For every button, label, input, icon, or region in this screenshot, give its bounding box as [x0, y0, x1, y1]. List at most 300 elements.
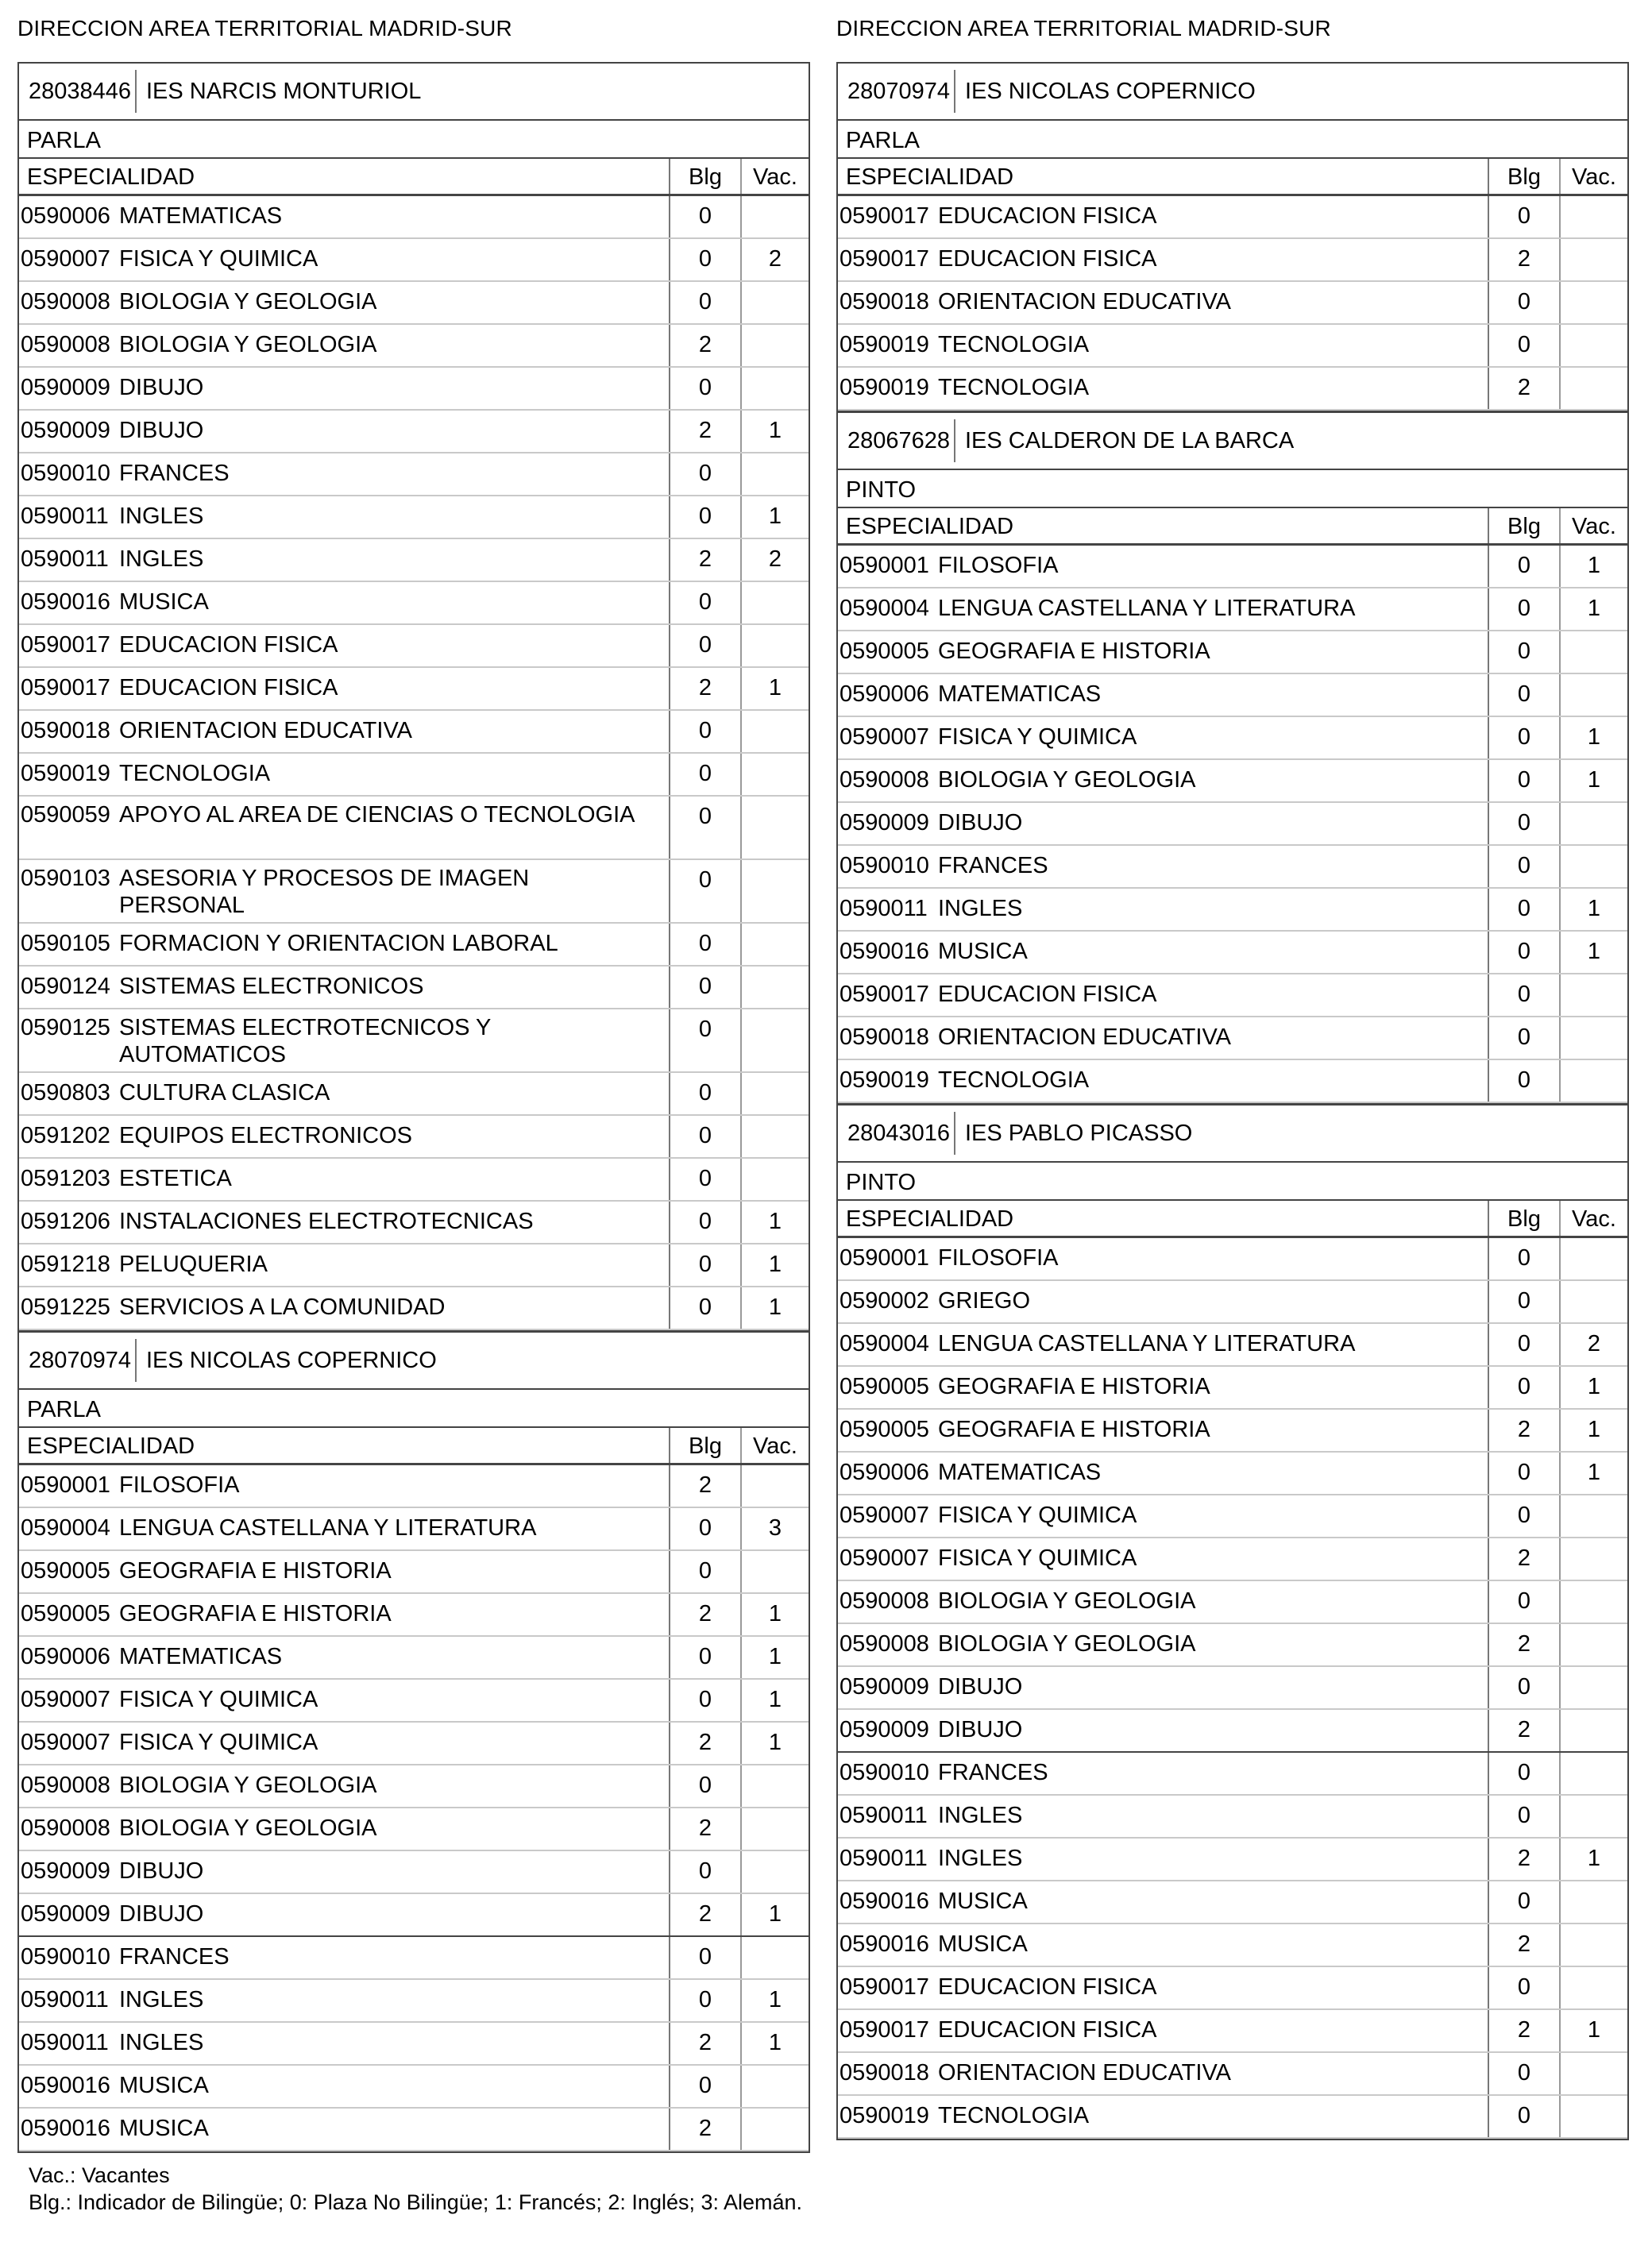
bilingual-indicator: 2: [1489, 1710, 1561, 1751]
specialty-code: 0590010: [21, 461, 110, 486]
specialty-cell: [838, 1060, 1489, 1102]
school-name: IES PABLO PICASSO: [965, 1120, 1193, 1146]
vacancies-count: 1: [768, 1209, 782, 1234]
bilingual-indicator: 0: [1489, 546, 1561, 587]
specialty-code: 0590019: [840, 2103, 929, 2128]
specialty-code: 0590007: [21, 1687, 110, 1712]
specialty-cell: [19, 196, 670, 237]
table-row: [838, 1538, 1627, 1581]
specialty-name: BIOLOGIA Y GEOLOGIA: [938, 1588, 1196, 1614]
specialty-cell: [19, 1465, 670, 1507]
vacancies-count: [1561, 974, 1627, 1016]
vacancies-count: [1561, 1281, 1627, 1322]
col-header-especialidad: ESPECIALIDAD: [19, 1428, 670, 1463]
specialty-cell: [19, 325, 670, 366]
specialty-cell: [838, 932, 1489, 973]
specialty-code: 0590018: [840, 2060, 929, 2086]
table-row: [838, 1017, 1627, 1060]
vacancies-count: [1561, 239, 1627, 280]
specialty-name: MATEMATICAS: [938, 681, 1102, 707]
specialty-name: ORIENTACION EDUCATIVA: [938, 2060, 1231, 2086]
specialty-cell: [19, 2023, 670, 2064]
specialty-name: DIBUJO: [119, 1858, 204, 1884]
vacancies-count: 1: [768, 675, 782, 700]
specialty-cell: [19, 1723, 670, 1764]
specialty-cell: [838, 1324, 1489, 1365]
table-row: [838, 282, 1627, 325]
specialty-cell: [838, 368, 1489, 409]
bilingual-indicator: 0: [1489, 974, 1561, 1016]
vacancies-count: 1: [1587, 1417, 1601, 1442]
specialty-code: 0590016: [840, 1931, 929, 1957]
vacancies-count: [742, 2066, 809, 2107]
bilingual-indicator: 0: [670, 924, 742, 965]
specialty-code: 0590016: [21, 2116, 110, 2141]
table-row: [19, 1116, 809, 1159]
specialty-cell: [838, 1581, 1489, 1623]
specialty-name: TECNOLOGIA: [938, 1067, 1090, 1093]
specialty-cell: [19, 1508, 670, 1549]
vacancies-count: 2: [768, 546, 782, 572]
vacancies-count: [1561, 674, 1627, 716]
table-row: [838, 1667, 1627, 1710]
specialty-code: 0590125: [21, 1015, 110, 1040]
table-row: [838, 889, 1627, 932]
specialty-code: 0590005: [840, 639, 929, 664]
specialty-name: GEOGRAFIA E HISTORIA: [938, 1417, 1210, 1442]
specialty-code: 0590017: [21, 675, 110, 700]
specialty-code: 0590006: [21, 1644, 110, 1669]
bilingual-indicator: 2: [1489, 239, 1561, 280]
bilingual-indicator: 0: [1489, 1453, 1561, 1494]
bilingual-indicator: 0: [1489, 2096, 1561, 2137]
specialty-name: TECNOLOGIA: [938, 375, 1090, 400]
school-town: PINTO: [838, 470, 1627, 508]
vacancies-count: 1: [1587, 939, 1601, 964]
bilingual-indicator: 0: [1489, 1667, 1561, 1708]
specialty-code: 0590006: [840, 1460, 929, 1485]
vacancies-count: [742, 1551, 809, 1592]
bilingual-indicator: 2: [1489, 1410, 1561, 1451]
table-row: [19, 1980, 809, 2023]
specialty-cell: [19, 1637, 670, 1678]
specialty-name: MATEMATICAS: [119, 203, 283, 229]
specialty-cell: [19, 1594, 670, 1635]
specialty-cell: [19, 1980, 670, 2021]
specialty-name: DIBUJO: [938, 1717, 1023, 1742]
specialty-cell: [838, 1410, 1489, 1451]
specialty-name: ORIENTACION EDUCATIVA: [938, 1024, 1231, 1050]
specialty-code: 0590011: [840, 896, 928, 921]
bilingual-indicator: 0: [670, 196, 742, 237]
vacancies-count: 1: [768, 504, 782, 529]
specialty-cell: [838, 1667, 1489, 1708]
table-row: [838, 1453, 1627, 1495]
vacancies-count: 1: [768, 418, 782, 443]
specialty-code: 0590008: [21, 289, 110, 314]
bilingual-indicator: 0: [1489, 674, 1561, 716]
specialty-name: INGLES: [938, 1846, 1023, 1871]
bilingual-indicator: 2: [1489, 1924, 1561, 1966]
specialty-code: 0590006: [21, 203, 110, 229]
table-row: [19, 1637, 809, 1680]
vacancies-count: [742, 1465, 809, 1507]
specialty-code: 0590001: [21, 1472, 110, 1498]
table-row: [838, 1710, 1627, 1753]
specialty-code: 0590005: [840, 1374, 929, 1399]
col-header-vac: Vac.: [1572, 164, 1616, 190]
school-header: [838, 411, 1627, 470]
table-row: [838, 1753, 1627, 1796]
bilingual-indicator: 0: [670, 1851, 742, 1893]
specialty-name: EDUCACION FISICA: [938, 2017, 1157, 2043]
specialty-name: GRIEGO: [938, 1288, 1031, 1314]
table-row: [838, 2096, 1627, 2139]
specialty-code: 0590009: [21, 375, 110, 400]
bilingual-indicator: 2: [1489, 368, 1561, 409]
specialty-name: FISICA Y QUIMICA: [119, 246, 318, 272]
specialty-cell: [19, 368, 670, 409]
table-row: [838, 717, 1627, 760]
bilingual-indicator: 0: [1489, 889, 1561, 930]
bilingual-indicator: 0: [1489, 196, 1561, 237]
table-row: [19, 1594, 809, 1637]
bilingual-indicator: 0: [1489, 1967, 1561, 2008]
bilingual-indicator: 0: [1489, 717, 1561, 758]
bilingual-indicator: 0: [1489, 282, 1561, 323]
bilingual-indicator: 0: [670, 1009, 742, 1071]
table-row: [19, 1894, 809, 1937]
col-header-blg: Blg: [1489, 508, 1561, 543]
specialty-name: INGLES: [938, 1803, 1023, 1828]
specialty-cell: [838, 631, 1489, 673]
school-block: [17, 62, 810, 1330]
specialty-name: LENGUA CASTELLANA Y LITERATURA: [119, 1515, 537, 1541]
vacancies-count: [1561, 1753, 1627, 1794]
vacancies-count: [742, 1851, 809, 1893]
vacancies-count: 1: [768, 2030, 782, 2055]
specialty-code: 0590010: [840, 1760, 929, 1785]
specialty-code: 0590001: [840, 1245, 929, 1271]
bilingual-indicator: 0: [1489, 1324, 1561, 1365]
specialty-cell: [19, 453, 670, 495]
specialty-cell: [838, 1281, 1489, 1322]
specialty-cell: [19, 1073, 670, 1114]
school-code: 28038446: [19, 70, 137, 113]
bilingual-indicator: 0: [670, 1980, 742, 2021]
specialty-code: 0590016: [840, 939, 929, 964]
vacancies-count: [1561, 1581, 1627, 1623]
right-school-list: [836, 62, 1629, 2140]
bilingual-indicator: 0: [1489, 932, 1561, 973]
bilingual-indicator: 0: [1489, 1017, 1561, 1059]
vacancies-count: [1561, 1495, 1627, 1537]
vacancies-count: [1561, 1710, 1627, 1751]
specialty-cell: [19, 1202, 670, 1243]
specialty-cell: [19, 239, 670, 280]
vacancies-count: [1561, 1017, 1627, 1059]
specialty-code: 0590103: [21, 866, 110, 891]
vacancies-count: [742, 860, 809, 922]
legend-footer: [29, 2162, 802, 2216]
vacancies-count: [742, 1765, 809, 1807]
specialty-name: FRANCES: [938, 1760, 1048, 1785]
specialty-name: GEOGRAFIA E HISTORIA: [119, 1558, 392, 1584]
bilingual-indicator: 2: [670, 2109, 742, 2150]
vacancies-count: [742, 282, 809, 323]
specialty-code: 0590009: [21, 1858, 110, 1884]
specialty-code: 0590011: [840, 1803, 928, 1828]
table-row: [838, 1839, 1627, 1881]
specialty-cell: [19, 539, 670, 581]
specialty-cell: [838, 2010, 1489, 2051]
specialty-code: 0590007: [21, 246, 110, 272]
bilingual-indicator: 0: [670, 1551, 742, 1592]
vacancies-count: [1561, 2096, 1627, 2137]
specialty-name: FISICA Y QUIMICA: [938, 724, 1137, 750]
specialty-name: DIBUJO: [119, 375, 204, 400]
specialty-cell: [19, 282, 670, 323]
specialty-name: GEOGRAFIA E HISTORIA: [938, 1374, 1210, 1399]
specialty-code: 0590011: [21, 2030, 109, 2055]
vacancies-count: 1: [1587, 553, 1601, 578]
table-row: [838, 239, 1627, 282]
page-header-left: DIRECCION AREA TERRITORIAL MADRID-SUR: [17, 16, 512, 41]
specialty-code: 0590004: [840, 596, 929, 621]
bilingual-indicator: 0: [670, 239, 742, 280]
vacancies-count: 1: [768, 1295, 782, 1320]
specialty-code: 0591203: [21, 1166, 110, 1191]
table-row: [19, 282, 809, 325]
specialty-cell: [19, 582, 670, 623]
table-row: [19, 2066, 809, 2109]
table-row: [19, 668, 809, 711]
vacancies-count: 1: [768, 1601, 782, 1626]
table-row: [838, 1581, 1627, 1624]
specialty-cell: [838, 1753, 1489, 1794]
specialty-name: EDUCACION FISICA: [938, 1974, 1157, 2000]
specialty-cell: [838, 1796, 1489, 1837]
specialty-code: 0590008: [840, 1588, 929, 1614]
table-row: [19, 625, 809, 668]
bilingual-indicator: 0: [1489, 760, 1561, 801]
table-row: [19, 1159, 809, 1202]
specialty-name: CULTURA CLASICA: [119, 1080, 330, 1105]
table-row: [19, 1287, 809, 1330]
table-row: [838, 1410, 1627, 1453]
specialty-code: 0590011: [21, 504, 109, 529]
table-row: [19, 967, 809, 1009]
bilingual-indicator: 0: [670, 368, 742, 409]
bilingual-indicator: 0: [670, 282, 742, 323]
vacancies-count: [742, 711, 809, 752]
school-name: IES NARCIS MONTURIOL: [146, 78, 422, 104]
table-row: [838, 546, 1627, 588]
bilingual-indicator: 0: [670, 1637, 742, 1678]
specialty-cell: [19, 1287, 670, 1329]
table-row: [838, 760, 1627, 803]
specialty-cell: [838, 1924, 1489, 1966]
specialty-code: 0590011: [21, 1987, 109, 2012]
bilingual-indicator: 2: [670, 1465, 742, 1507]
specialty-name: INGLES: [119, 1987, 204, 2012]
specialty-name: DIBUJO: [938, 810, 1023, 835]
table-row: [838, 1324, 1627, 1367]
specialty-name: DIBUJO: [119, 1901, 204, 1927]
school-code: 28070974: [19, 1339, 137, 1382]
vacancies-count: 1: [768, 1252, 782, 1277]
specialty-code: 0590010: [21, 1944, 110, 1970]
vacancies-count: [1561, 1796, 1627, 1837]
col-header-blg: Blg: [1489, 159, 1561, 194]
table-row: [19, 539, 809, 582]
vacancies-count: 1: [768, 1730, 782, 1755]
specialty-name: ORIENTACION EDUCATIVA: [938, 289, 1231, 314]
specialty-name: INSTALACIONES ELECTROTECNICAS: [119, 1209, 534, 1234]
table-row: [838, 1881, 1627, 1924]
specialty-code: 0590008: [840, 1631, 929, 1657]
vacancies-count: [1561, 631, 1627, 673]
specialty-name: BIOLOGIA Y GEOLOGIA: [119, 289, 377, 314]
school-code: 28043016: [838, 1112, 955, 1155]
specialty-code: 0590011: [840, 1846, 928, 1871]
specialty-name: TECNOLOGIA: [938, 332, 1090, 357]
specialty-name: FISICA Y QUIMICA: [119, 1730, 318, 1755]
vacancies-count: [742, 196, 809, 237]
specialty-code: 0590001: [840, 553, 929, 578]
bilingual-indicator: 0: [670, 711, 742, 752]
vacancies-count: 1: [768, 1987, 782, 2012]
specialty-cell: [19, 924, 670, 965]
vacancies-count: 2: [768, 246, 782, 272]
bilingual-indicator: 0: [1489, 803, 1561, 844]
table-header: [838, 1201, 1627, 1238]
col-header-especialidad: ESPECIALIDAD: [838, 1201, 1489, 1236]
bilingual-indicator: 0: [670, 967, 742, 1008]
specialty-name: BIOLOGIA Y GEOLOGIA: [938, 767, 1196, 793]
specialty-name: MUSICA: [938, 939, 1028, 964]
table-row: [19, 1680, 809, 1723]
specialty-cell: [19, 668, 670, 709]
col-header-blg: Blg: [670, 1428, 742, 1463]
specialty-code: 0590007: [21, 1730, 110, 1755]
specialty-code: 0591225: [21, 1295, 110, 1320]
specialty-code: 0590016: [840, 1889, 929, 1914]
bilingual-indicator: 0: [1489, 1796, 1561, 1837]
specialty-name: ORIENTACION EDUCATIVA: [119, 718, 412, 743]
specialty-code: 0590005: [21, 1558, 110, 1584]
specialty-cell: [19, 1680, 670, 1721]
bilingual-indicator: 2: [670, 325, 742, 366]
table-row: [19, 496, 809, 539]
table-row: [838, 368, 1627, 411]
table-row: [19, 1765, 809, 1808]
specialty-code: 0590105: [21, 931, 110, 956]
specialty-cell: [838, 1453, 1489, 1494]
specialty-code: 0590007: [840, 1545, 929, 1571]
vacancies-count: [1561, 368, 1627, 409]
vacancies-count: 1: [1587, 1374, 1601, 1399]
specialty-code: 0590009: [21, 1901, 110, 1927]
table-row: [838, 588, 1627, 631]
table-row: [19, 411, 809, 453]
bilingual-indicator: 2: [1489, 1624, 1561, 1665]
specialty-cell: [838, 674, 1489, 716]
specialty-name: MATEMATICAS: [119, 1644, 283, 1669]
specialty-cell: [838, 717, 1489, 758]
bilingual-indicator: 0: [670, 1073, 742, 1114]
specialty-cell: [19, 1937, 670, 1978]
specialty-name: INGLES: [119, 2030, 204, 2055]
bilingual-indicator: 0: [670, 1680, 742, 1721]
specialty-code: 0590009: [840, 1717, 929, 1742]
specialty-cell: [838, 1495, 1489, 1537]
bilingual-indicator: 0: [670, 754, 742, 795]
specialty-code: 0590017: [840, 1974, 929, 2000]
bilingual-indicator: 2: [1489, 2010, 1561, 2051]
specialty-cell: [19, 1551, 670, 1592]
specialty-code: 0590011: [21, 546, 109, 572]
specialty-name: SISTEMAS ELECTRONICOS: [119, 974, 424, 999]
bilingual-indicator: 0: [1489, 1753, 1561, 1794]
table-row: [838, 674, 1627, 717]
specialty-cell: [19, 711, 670, 752]
vacancies-count: 2: [1587, 1331, 1601, 1356]
specialty-cell: [838, 1710, 1489, 1751]
school-block: [836, 62, 1629, 411]
vacancies-count: [1561, 803, 1627, 844]
specialty-name: EDUCACION FISICA: [938, 982, 1157, 1007]
school-code: 28067628: [838, 419, 955, 462]
specialty-name: FRANCES: [938, 853, 1048, 878]
vacancies-count: 3: [768, 1515, 782, 1541]
specialty-name: FILOSOFIA: [938, 1245, 1059, 1271]
table-row: [19, 860, 809, 924]
specialty-code: 0591206: [21, 1209, 110, 1234]
table-header: [19, 159, 809, 196]
vacancies-count: [1561, 1667, 1627, 1708]
school-header: [838, 62, 1627, 121]
bilingual-indicator: 0: [670, 625, 742, 666]
col-header-vac: Vac.: [1572, 1206, 1616, 1232]
specialty-cell: [838, 546, 1489, 587]
specialty-code: 0590010: [840, 853, 929, 878]
bilingual-indicator: 0: [1489, 1281, 1561, 1322]
specialty-name: MATEMATICAS: [938, 1460, 1102, 1485]
bilingual-indicator: 2: [670, 539, 742, 581]
table-row: [19, 1009, 809, 1073]
specialty-name: ASESORIA Y PROCESOS DE IMAGEN PERSONAL: [119, 866, 530, 918]
specialty-name: DIBUJO: [119, 418, 204, 443]
specialty-cell: [838, 2053, 1489, 2094]
table-row: [19, 754, 809, 797]
table-row: [838, 2010, 1627, 2053]
specialty-cell: [838, 325, 1489, 366]
vacancies-count: 1: [1587, 1846, 1601, 1871]
table-row: [838, 325, 1627, 368]
specialty-name: MUSICA: [938, 1931, 1028, 1957]
school-block: [836, 411, 1629, 1103]
specialty-code: 0590006: [840, 681, 929, 707]
specialty-code: 0590059: [21, 802, 110, 828]
specialty-cell: [838, 803, 1489, 844]
specialty-name: PELUQUERIA: [119, 1252, 268, 1277]
bilingual-indicator: 0: [1489, 1881, 1561, 1923]
vacancies-count: [742, 582, 809, 623]
bilingual-indicator: 0: [670, 1287, 742, 1329]
specialty-name: EDUCACION FISICA: [119, 632, 338, 658]
bilingual-indicator: 0: [1489, 325, 1561, 366]
